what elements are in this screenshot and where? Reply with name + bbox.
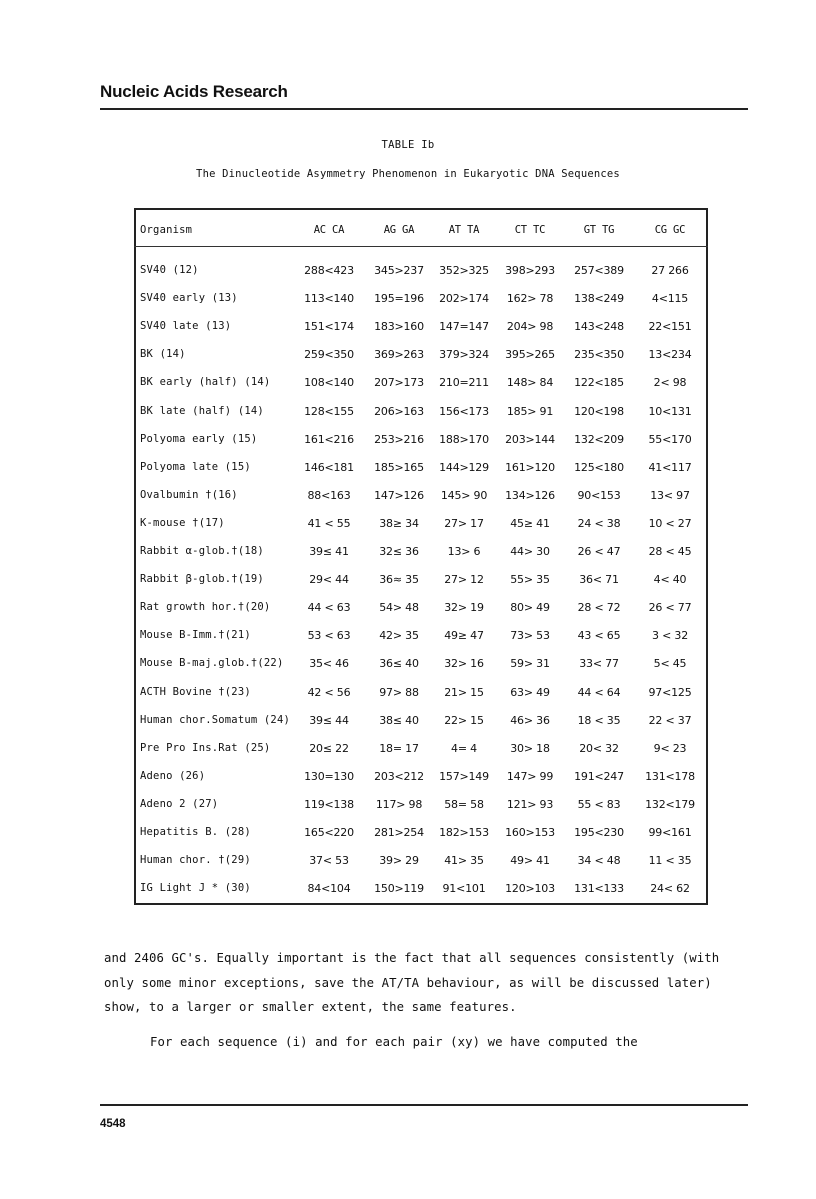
- count-cell: 131<133: [574, 882, 624, 896]
- count-cell: 42> 35: [379, 629, 419, 643]
- count-cell: 55 < 83: [577, 797, 621, 811]
- column-header: CG GC: [654, 224, 686, 236]
- organism-cell: Pre Pro Ins.Rat (25): [140, 741, 271, 754]
- count-cell: 132<179: [645, 797, 695, 811]
- count-cell: 138<249: [574, 292, 624, 306]
- page-number: 4548: [100, 1118, 126, 1130]
- count-cell: 99<161: [648, 826, 692, 839]
- count-cell: 150>119: [374, 882, 424, 896]
- count-cell: 29< 44: [309, 573, 349, 587]
- count-cell: 148> 84: [506, 376, 554, 390]
- table-row: [140, 798, 705, 816]
- count-cell: 34 < 48: [577, 854, 621, 868]
- table-row: [140, 770, 705, 788]
- count-cell: 281>254: [374, 826, 424, 839]
- count-cell: 38≥ 34: [379, 516, 419, 530]
- organism-cell: Hepatitis B. (28): [140, 826, 251, 838]
- table-row: [140, 405, 705, 423]
- count-cell: 49≥ 47: [444, 629, 484, 643]
- count-cell: 55<170: [648, 432, 692, 446]
- count-cell: 207>173: [374, 376, 424, 390]
- header-rule: [100, 108, 748, 110]
- count-cell: 352>325: [439, 264, 489, 277]
- organism-cell: Adeno 2 (27): [140, 797, 219, 810]
- count-cell: 108<140: [304, 376, 354, 390]
- count-cell: 130=130: [304, 769, 354, 783]
- count-cell: 13< 97: [650, 488, 690, 502]
- count-cell: 121> 93: [506, 797, 554, 811]
- count-cell: 58= 58: [444, 797, 484, 811]
- count-cell: 24< 62: [650, 882, 690, 896]
- count-cell: 18 < 35: [577, 713, 621, 727]
- count-cell: 10 < 27: [648, 516, 692, 530]
- column-header: AT TA: [448, 224, 480, 236]
- count-cell: 203<212: [374, 769, 424, 783]
- table-row: [140, 320, 705, 338]
- count-cell: 195=196: [374, 292, 424, 306]
- organism-cell: Mouse B-maj.glob.†(22): [140, 657, 284, 670]
- organism-cell: Polyoma late (15): [140, 460, 251, 473]
- count-cell: 369>263: [374, 348, 424, 362]
- count-cell: 113<140: [304, 292, 354, 306]
- organism-cell: ACTH Bovine †(23): [140, 685, 251, 698]
- count-cell: 21> 15: [444, 685, 484, 699]
- count-cell: 45≥ 41: [510, 516, 550, 530]
- count-cell: 257<389: [574, 264, 624, 277]
- count-cell: 122<185: [574, 376, 624, 390]
- count-cell: 147> 99: [506, 769, 554, 783]
- count-cell: 157>149: [439, 769, 489, 783]
- count-cell: 147=147: [439, 320, 489, 334]
- count-cell: 120>103: [505, 882, 555, 896]
- count-cell: 42 < 56: [307, 685, 351, 699]
- organism-cell: Mouse B-Imm.†(21): [140, 629, 251, 642]
- count-cell: 162> 78: [506, 292, 554, 306]
- count-cell: 37< 53: [309, 854, 349, 868]
- count-cell: 379>324: [439, 348, 489, 362]
- journal-title: Nucleic Acids Research: [100, 82, 288, 101]
- count-cell: 84<104: [307, 882, 351, 896]
- count-cell: 39> 29: [379, 854, 419, 868]
- organism-cell: Human chor.Somatum (24): [140, 713, 290, 726]
- table-row: [140, 854, 705, 872]
- count-cell: 97<125: [648, 685, 692, 699]
- count-cell: 195<230: [574, 826, 624, 839]
- count-cell: 182>153: [439, 826, 489, 839]
- count-cell: 161>120: [505, 460, 555, 474]
- count-cell: 18= 17: [379, 741, 419, 755]
- count-cell: 119<138: [304, 797, 354, 811]
- count-cell: 41> 35: [444, 854, 484, 868]
- count-cell: 91<101: [442, 882, 486, 896]
- count-cell: 97> 88: [379, 685, 419, 699]
- count-cell: 131<178: [645, 769, 695, 783]
- organism-cell: IG Light J * (30): [140, 882, 251, 895]
- count-cell: 46> 36: [510, 713, 550, 727]
- table-row: [140, 714, 705, 732]
- column-header: GT TG: [583, 224, 615, 236]
- count-cell: 24 < 38: [577, 516, 621, 530]
- table-header-rule: [134, 246, 708, 247]
- count-cell: 38≤ 40: [379, 713, 419, 727]
- table-row: [140, 742, 705, 760]
- column-header: CT TC: [514, 224, 546, 236]
- count-cell: 144>129: [439, 460, 489, 474]
- count-cell: 398>293: [505, 264, 555, 277]
- count-cell: 20≤ 22: [309, 741, 349, 755]
- count-cell: 35< 46: [309, 657, 349, 671]
- count-cell: 43 < 65: [577, 629, 621, 643]
- count-cell: 145> 90: [440, 488, 488, 502]
- table-row: [140, 461, 705, 479]
- count-cell: 132<209: [574, 432, 624, 446]
- count-cell: 259<350: [304, 348, 354, 362]
- table-row: [140, 376, 705, 394]
- count-cell: 44 < 63: [307, 601, 351, 615]
- table-row: [140, 348, 705, 366]
- table-row: [140, 292, 705, 310]
- count-cell: 63> 49: [510, 685, 550, 699]
- count-cell: 13> 6: [447, 545, 481, 558]
- count-cell: 185>165: [374, 460, 424, 474]
- count-cell: 26 < 47: [577, 545, 621, 558]
- count-cell: 27 266: [651, 264, 689, 277]
- count-cell: 345>237: [374, 264, 424, 277]
- count-cell: 39≤ 44: [309, 713, 349, 727]
- footer-rule: [100, 1104, 748, 1106]
- count-cell: 80> 49: [510, 601, 550, 615]
- count-cell: 88<163: [307, 488, 351, 502]
- count-cell: 210=211: [439, 376, 489, 390]
- count-cell: 151<174: [304, 320, 354, 334]
- count-cell: 146<181: [304, 460, 354, 474]
- count-cell: 125<180: [574, 460, 624, 474]
- count-cell: 32≤ 36: [379, 545, 419, 558]
- count-cell: 36< 71: [579, 573, 619, 587]
- paragraph: For each sequence (i) and for each pair (xy) we have computed the: [150, 1034, 638, 1049]
- table-row: [140, 629, 705, 647]
- count-cell: 4< 40: [653, 573, 687, 587]
- count-cell: 36≈ 35: [379, 573, 419, 587]
- table-row: [140, 264, 705, 282]
- column-header: AG GA: [383, 224, 415, 236]
- count-cell: 39≤ 41: [309, 545, 349, 558]
- organism-cell: Adeno (26): [140, 769, 206, 782]
- count-cell: 288<423: [304, 264, 354, 277]
- organism-cell: Human chor. †(29): [140, 854, 251, 867]
- count-cell: 147>126: [374, 488, 424, 502]
- table-row: [140, 882, 705, 900]
- organism-cell: SV40 early (13): [140, 292, 238, 305]
- count-cell: 20< 32: [579, 741, 619, 755]
- count-cell: 22 < 37: [648, 713, 692, 727]
- count-cell: 90<153: [577, 488, 621, 502]
- count-cell: 235<350: [574, 348, 624, 362]
- count-cell: 188>170: [439, 432, 489, 446]
- count-cell: 49> 41: [510, 854, 550, 868]
- count-cell: 183>160: [374, 320, 424, 334]
- count-cell: 73> 53: [510, 629, 550, 643]
- organism-cell: SV40 (12): [140, 264, 199, 276]
- count-cell: 10<131: [648, 404, 692, 418]
- count-cell: 28 < 45: [648, 545, 692, 558]
- count-cell: 30> 18: [510, 741, 550, 755]
- table-row: [140, 573, 705, 591]
- count-cell: 11 < 35: [648, 854, 692, 868]
- count-cell: 28 < 72: [577, 601, 621, 615]
- count-cell: 156<173: [439, 404, 489, 418]
- count-cell: 161<216: [304, 432, 354, 446]
- organism-cell: SV40 late (13): [140, 320, 232, 333]
- count-cell: 54> 48: [379, 601, 419, 615]
- table-row: [140, 433, 705, 451]
- count-cell: 185> 91: [506, 404, 554, 418]
- table-row: [140, 601, 705, 619]
- organism-cell: BK early (half) (14): [140, 376, 271, 389]
- count-cell: 4= 4: [451, 741, 477, 755]
- count-cell: 202>174: [439, 292, 489, 306]
- count-cell: 55> 35: [510, 573, 550, 587]
- count-cell: 32> 19: [444, 601, 484, 615]
- count-cell: 160>153: [505, 826, 555, 839]
- count-cell: 4<115: [651, 292, 689, 306]
- count-cell: 53 < 63: [307, 629, 351, 643]
- organism-cell: Ovalbumin †(16): [140, 488, 238, 501]
- count-cell: 5< 45: [653, 657, 687, 671]
- count-cell: 206>163: [374, 404, 424, 418]
- count-cell: 3 < 32: [651, 629, 688, 643]
- count-cell: 59> 31: [510, 657, 550, 671]
- count-cell: 134>126: [505, 488, 555, 502]
- count-cell: 117> 98: [375, 797, 423, 811]
- organism-cell: Rabbit α-glob.†(18): [140, 545, 264, 557]
- count-cell: 191<247: [574, 769, 624, 783]
- count-cell: 2< 98: [653, 376, 687, 390]
- paragraph: and 2406 GC's. Equally important is the fact that all sequences consistently (with only some minor exceptions, save the AT/TA behaviour, as will be discussed later) show, to a larger or smaller extent, the same features.: [104, 951, 720, 1014]
- table-row: [140, 686, 705, 704]
- count-cell: 41<117: [648, 460, 692, 474]
- count-cell: 22<151: [648, 320, 692, 334]
- body-text: [104, 946, 744, 1054]
- count-cell: 44> 30: [510, 545, 550, 558]
- count-cell: 128<155: [304, 404, 354, 418]
- organism-cell: K-mouse †(17): [140, 516, 225, 529]
- table-row: [140, 517, 705, 535]
- count-cell: 203>144: [505, 432, 555, 446]
- count-cell: 22> 15: [444, 713, 484, 727]
- count-cell: 165<220: [304, 826, 354, 839]
- column-header: AC CA: [313, 224, 345, 236]
- count-cell: 32> 16: [444, 657, 484, 671]
- count-cell: 33< 77: [579, 657, 619, 671]
- table-row: [140, 545, 705, 563]
- table-header-row: [140, 224, 705, 242]
- count-cell: 27> 12: [444, 573, 484, 587]
- count-cell: 41 < 55: [307, 516, 351, 530]
- table-row: [140, 489, 705, 507]
- organism-cell: BK late (half) (14): [140, 404, 264, 417]
- organism-cell: Polyoma early (15): [140, 432, 258, 445]
- table-label: TABLE Ib: [381, 139, 435, 151]
- count-cell: 395>265: [505, 348, 555, 362]
- column-header: Organism: [140, 224, 193, 236]
- count-cell: 143<248: [574, 320, 624, 334]
- count-cell: 9< 23: [653, 741, 687, 755]
- table-row: [140, 657, 705, 675]
- table-caption: The Dinucleotide Asymmetry Phenomenon in Eukaryotic DNA Sequences: [196, 168, 620, 180]
- organism-cell: Rat growth hor.†(20): [140, 601, 271, 614]
- count-cell: 26 < 77: [648, 601, 692, 615]
- organism-cell: Rabbit β-glob.†(19): [140, 573, 264, 586]
- count-cell: 27> 17: [444, 516, 484, 530]
- count-cell: 44 < 64: [577, 685, 621, 699]
- table-row: [140, 826, 705, 844]
- organism-cell: BK (14): [140, 348, 186, 361]
- count-cell: 36≤ 40: [379, 657, 419, 671]
- count-cell: 253>216: [374, 432, 424, 446]
- count-cell: 13<234: [648, 348, 692, 362]
- count-cell: 120<198: [574, 404, 624, 418]
- count-cell: 204> 98: [506, 320, 554, 334]
